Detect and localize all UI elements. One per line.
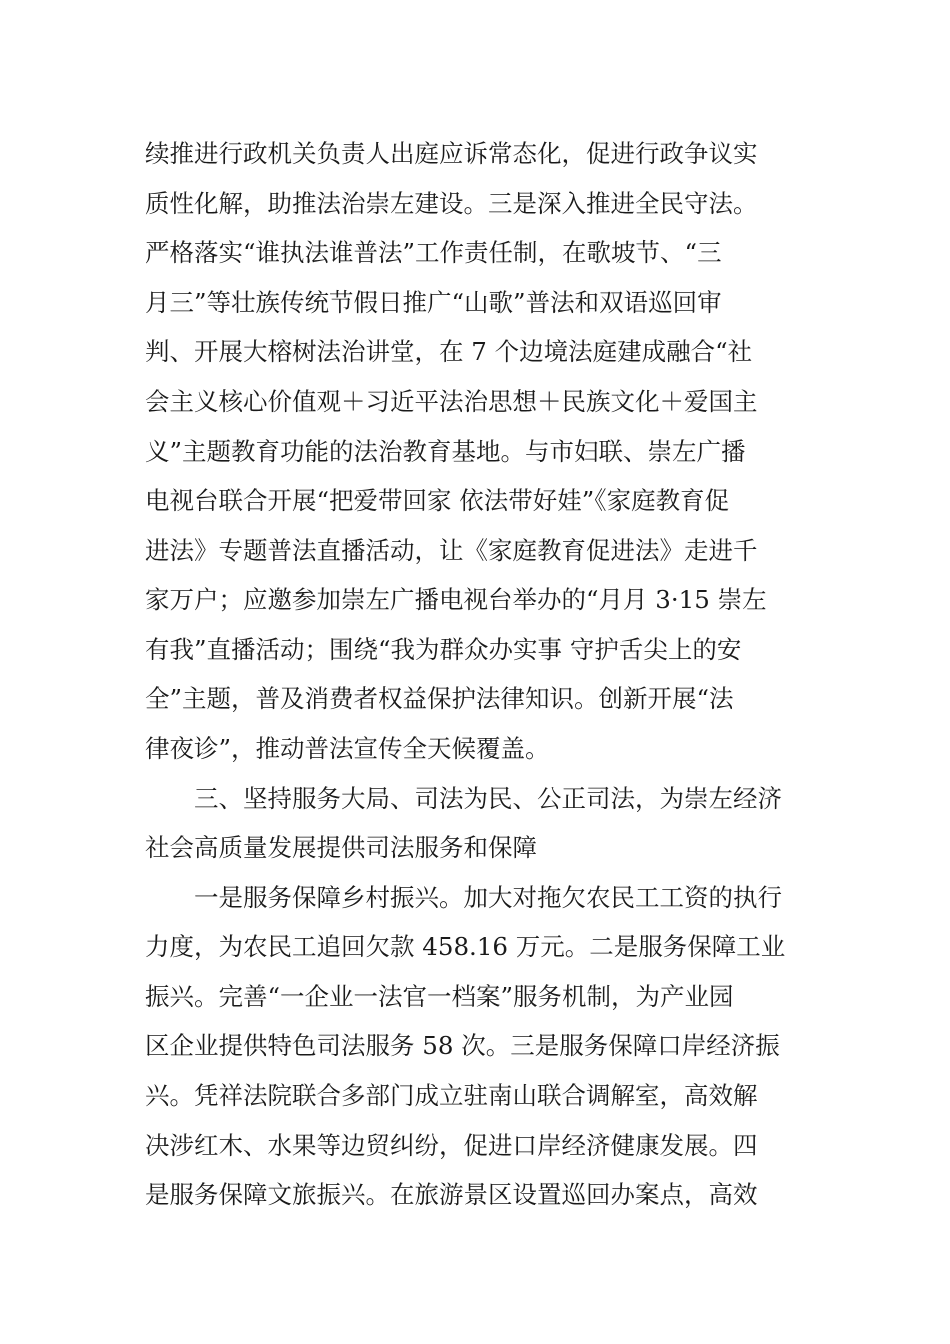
text-line: 一是服务保障乡村振兴。加大对拖欠农民工工资的执行 bbox=[194, 883, 782, 912]
text-line: 续推进行政机关负责人出庭应诉常态化，促进行政争议实 bbox=[145, 139, 758, 168]
text-line: 力度，为农民工追回欠款 458.16 万元。二是服务保障工业 bbox=[145, 932, 786, 961]
section-heading-line: 社会高质量发展提供司法服务和保障 bbox=[145, 833, 537, 862]
text-line: 电视台联合开展“把爱带回家 依法带好娃”《家庭教育促 bbox=[145, 486, 730, 515]
text-line: 会主义核心价值观＋习近平法治思想＋民族文化＋爱国主 bbox=[145, 387, 758, 416]
text-line: 判、开展大榕树法治讲堂，在 7 个边境法庭建成融合“社 bbox=[145, 337, 753, 366]
text-line: 是服务保障文旅振兴。在旅游景区设置巡回办案点，高效 bbox=[145, 1180, 758, 1209]
text-line: 兴。凭祥法院联合多部门成立驻南山联合调解室，高效解 bbox=[145, 1081, 758, 1110]
text-line: 振兴。完善“一企业一法官一档案”服务机制，为产业园 bbox=[145, 982, 734, 1011]
text-line: 义”主题教育功能的法治教育基地。与市妇联、崇左广播 bbox=[145, 437, 746, 466]
text-line: 律夜诊”，推动普法宣传全天候覆盖。 bbox=[145, 734, 550, 763]
text-line: 月三”等壮族传统节假日推广“山歌”普法和双语巡回审 bbox=[145, 288, 722, 317]
text-line: 家万户；应邀参加崇左广播电视台举办的“月月 3·15 崇左 bbox=[145, 585, 767, 614]
text-line: 质性化解，助推法治崇左建设。三是深入推进全民守法。 bbox=[145, 189, 758, 218]
text-line: 决涉红木、水果等边贸纠纷，促进口岸经济健康发展。四 bbox=[145, 1131, 758, 1160]
text-line: 进法》专题普法直播活动，让《家庭教育促进法》走进千 bbox=[145, 536, 758, 565]
text-line: 全”主题，普及消费者权益保护法律知识。创新开展“法 bbox=[145, 684, 734, 713]
text-line: 有我”直播活动；围绕“我为群众办实事 守护舌尖上的安 bbox=[145, 635, 742, 664]
text-line: 严格落实“谁执法谁普法”工作责任制，在歌坡节、“三 bbox=[145, 238, 722, 267]
section-heading-line: 三、坚持服务大局、司法为民、公正司法，为崇左经济 bbox=[194, 784, 782, 813]
text-line: 区企业提供特色司法服务 58 次。三是服务保障口岸经济振 bbox=[145, 1031, 780, 1060]
